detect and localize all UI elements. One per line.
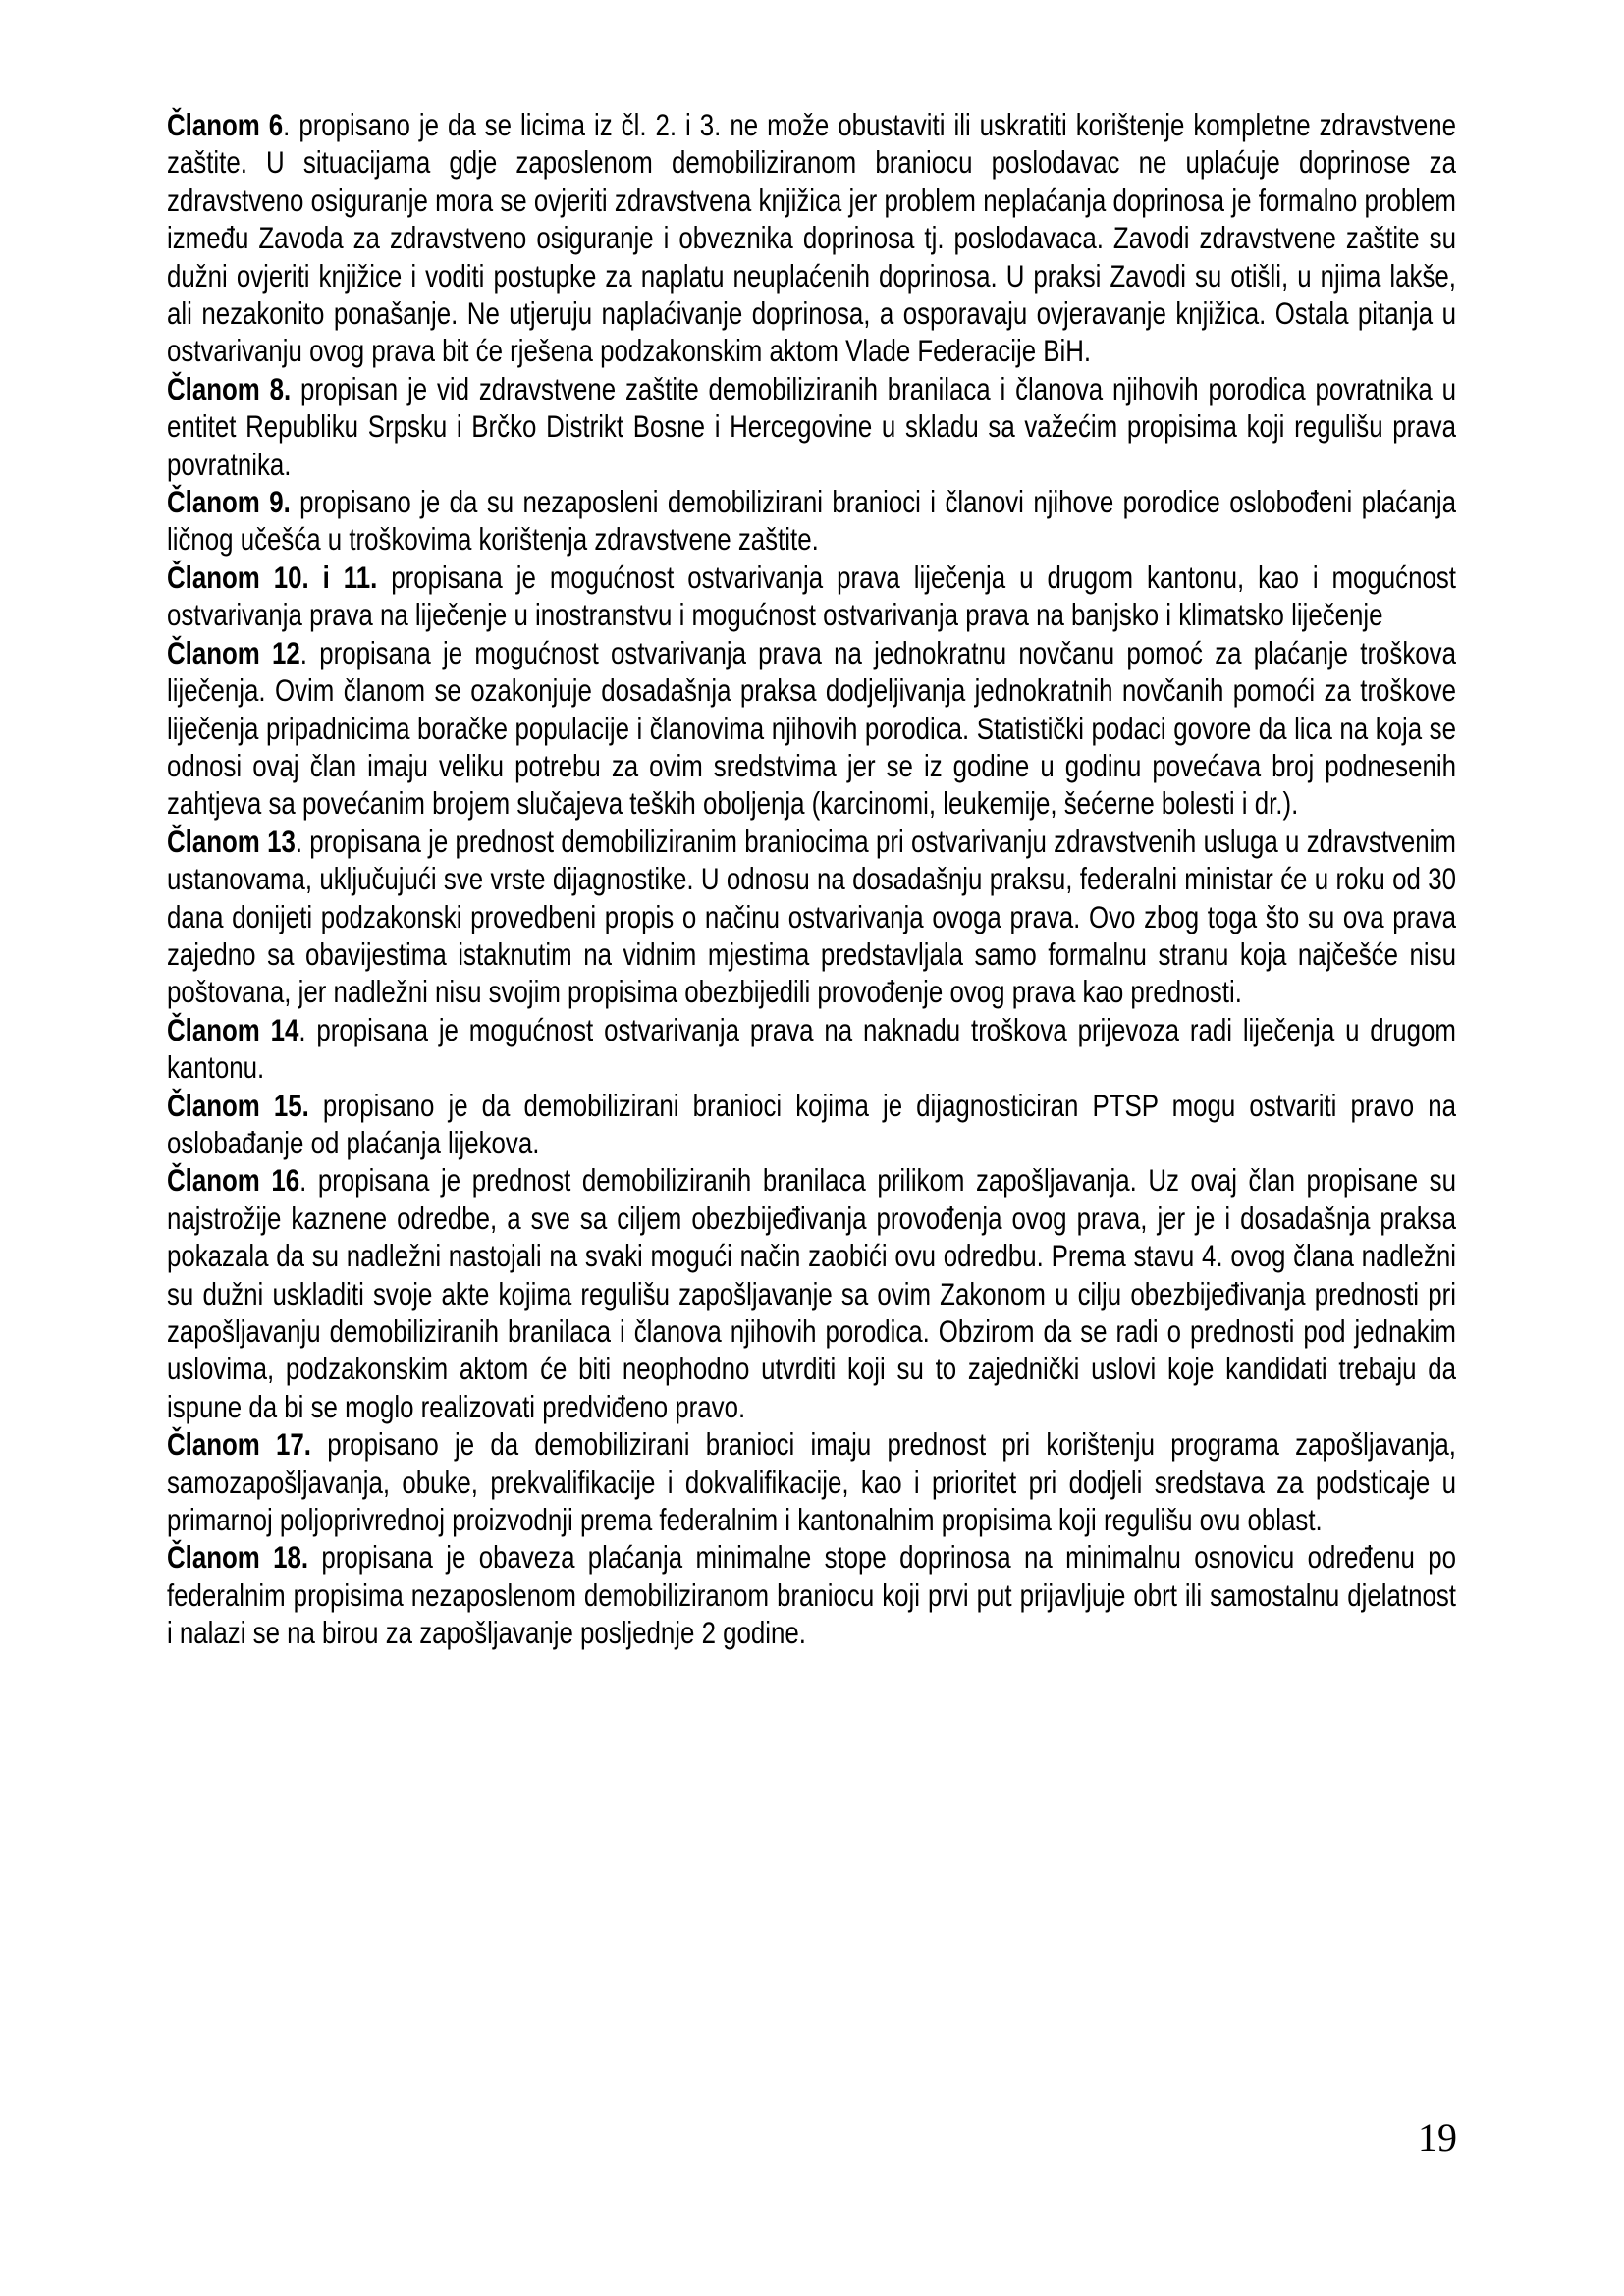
article-label: Članom 12 (167, 634, 300, 670)
article-text: . propisana je prednost demobiliziranim braniocima pri ostvarivanju zdravstvenih usluga u zdravstvenim ustanovama, uključujući sve vrste dijagnostike. U odnosu na dosadašnju praksu, federalni ministar će u roku od 30 dana donijeti podzakonski provedbeni propis o načinu ostvarivanja ovoga prava. Ovo zbog toga što su ova prava zajedno sa obavijestima istaknutim na vidnim mjestima predstavljala samo formalnu stranu koja najčešće nisu poštovana, jer nadležni nisu svojim propisima obezbijedili provođenje ovog prava kao prednosti. (167, 823, 1456, 1010)
paragraph-clanom-8 (167, 370, 1456, 483)
paragraph-clanom-12 (167, 634, 1456, 823)
article-label: Članom 14 (167, 1011, 299, 1047)
article-text: . propisana je mogućnost ostvarivanja prava na naknadu troškova prijevoza radi liječenja u drugom kantonu. (167, 1011, 1456, 1086)
paragraph-clanom-17 (167, 1425, 1456, 1538)
paragraph-clanom-6 (167, 106, 1456, 370)
article-text: propisana je mogućnost ostvarivanja prava liječenja u drugom kantonu, kao i mogućnost ostvarivanja prava na liječenje u inostranstvu i mogućnost ostvarivanja prava na banjsko i klimatsko liječenje (167, 559, 1456, 633)
article-text: . propisano je da se licima iz čl. 2. i 3. ne može obustaviti ili uskratiti korištenje kompletne zdravstvene zaštite. U situacijama gdje zaposlenom demobiliziranom braniocu poslodavac ne uplaćuje doprinose za zdravstveno osiguranje mora se ovjeriti zdravstvena knjižica jer problem neplaćanja doprinosa je formalno problem između Zavoda za zdravstveno osiguranje i obveznika doprinosa tj. poslodavaca. Zavodi zdravstvene zaštite su dužni ovjeriti knjižice i voditi postupke za naplatu neuplaćenih doprinosa. U praksi Zavodi su otišli, u njima lakše, ali nezakonito ponašanje. Ne utjeruju naplaćivanje doprinosa, a osporavaju ovjeravanje knjižica. Ostala pitanja u ostvarivanju ovog prava bit će rješena podzakonskim aktom Vlade Federacije BiH. (167, 107, 1456, 369)
article-label: Članom 9. (167, 484, 291, 520)
page-number: 19 (1418, 2115, 1457, 2160)
article-text: propisan je vid zdravstvene zaštite demobiliziranih branilaca i članova njihovih porodica povratnika u entitet Republiku Srpsku i Brčko Distrikt Bosne i Hercegovine u skladu sa važećim propisima koji regulišu prava povratnika. (167, 370, 1456, 482)
article-text: propisano je da demobilizirani branioci kojima je dijagnosticiran PTSP mogu ostvariti pravo na oslobađanje od plaćanja lijekova. (167, 1087, 1456, 1160)
paragraph-clanom-13 (167, 823, 1456, 1011)
article-text: propisana je obaveza plaćanja minimalne stope doprinosa na minimalnu osnovicu određenu po federalnim propisima nezaposlenom demobiliziranom braniocu koji prvi put prijavljuje obrt ili samostalnu djelatnost i nalazi se na birou za zapošljavanje posljednje 2 godine. (167, 1539, 1456, 1651)
paragraph-clanom-15 (167, 1087, 1456, 1162)
article-text: . propisana je mogućnost ostvarivanja prava na jednokratnu novčanu pomoć za plaćanje troškova liječenja. Ovim članom se ozakonjuje dosadašnja praksa dodjeljivanja jednokratnih novčanih pomoći za troškove liječenja pripadnicima boračke populacije i članovima njihovih porodica. Statistički podaci govore da lica na koja se odnosi ovaj član imaju veliku potrebu za ovim sredstvima jer se iz godine u godinu povećava broj podnesenih zahtjeva sa povećanim brojem slučajeva teških oboljenja (karcinomi, leukemije, šećerne bolesti i dr.). (167, 634, 1456, 822)
paragraph-clanom-16 (167, 1161, 1456, 1425)
article-label: Članom 16 (167, 1162, 300, 1199)
paragraph-clanom-14 (167, 1011, 1456, 1087)
article-label: Članom 13 (167, 823, 296, 859)
article-label: Članom 15. (167, 1087, 309, 1123)
article-label: Članom 6 (167, 107, 284, 142)
article-text: propisano je da demobilizirani branioci imaju prednost pri korištenju programa zapošljavanja, samozapošljavanja, obuke, prekvalifikacije i dokvalifikacije, kao i prioritet pri dodjeli sredstava za podsticaje u primarnoj poljoprivrednoj proizvodnji prema federalnim i kantonalnim propisima koji regulišu ovu oblast. (167, 1426, 1456, 1538)
article-label: Članom 17. (167, 1426, 311, 1463)
paragraph-clanom-9 (167, 483, 1456, 559)
article-text: propisano je da su nezaposleni demobilizirani branioci i članovi njihove porodice oslobođeni plaćanja ličnog učešća u troškovima korištenja zdravstvene zaštite. (167, 484, 1456, 558)
article-label: Članom 18. (167, 1539, 309, 1575)
article-label: Članom 10. i 11. (167, 559, 378, 595)
document-body-text (167, 106, 1456, 1652)
paragraph-clanom-18 (167, 1538, 1456, 1651)
paragraph-clanom-10-11 (167, 559, 1456, 634)
article-text: . propisana je prednost demobiliziranih branilaca prilikom zapošljavanja. Uz ovaj član propisane su najstrožije kaznene odredbe, a sve sa ciljem obezbijeđivanja provođenja ovog prava, jer je i dosadašnja praksa pokazala da su nadležni nastojali na svaki mogući način zaobići ovu odredbu. Prema stavu 4. ovog člana nadležni su dužni uskladiti svoje akte kojima regulišu zapošljavanje sa ovim Zakonom u cilju obezbijeđivanja prednosti pri zapošljavanju demobiliziranih branilaca i članova njihovih porodica. Obzirom da se radi o prednosti pod jednakim uslovima, podzakonskim aktom će biti neophodno utvrditi koji su to zajednički uslovi koje kandidati trebaju da ispune da bi se moglo realizovati predviđeno pravo. (167, 1162, 1456, 1424)
article-label: Članom 8. (167, 370, 292, 406)
